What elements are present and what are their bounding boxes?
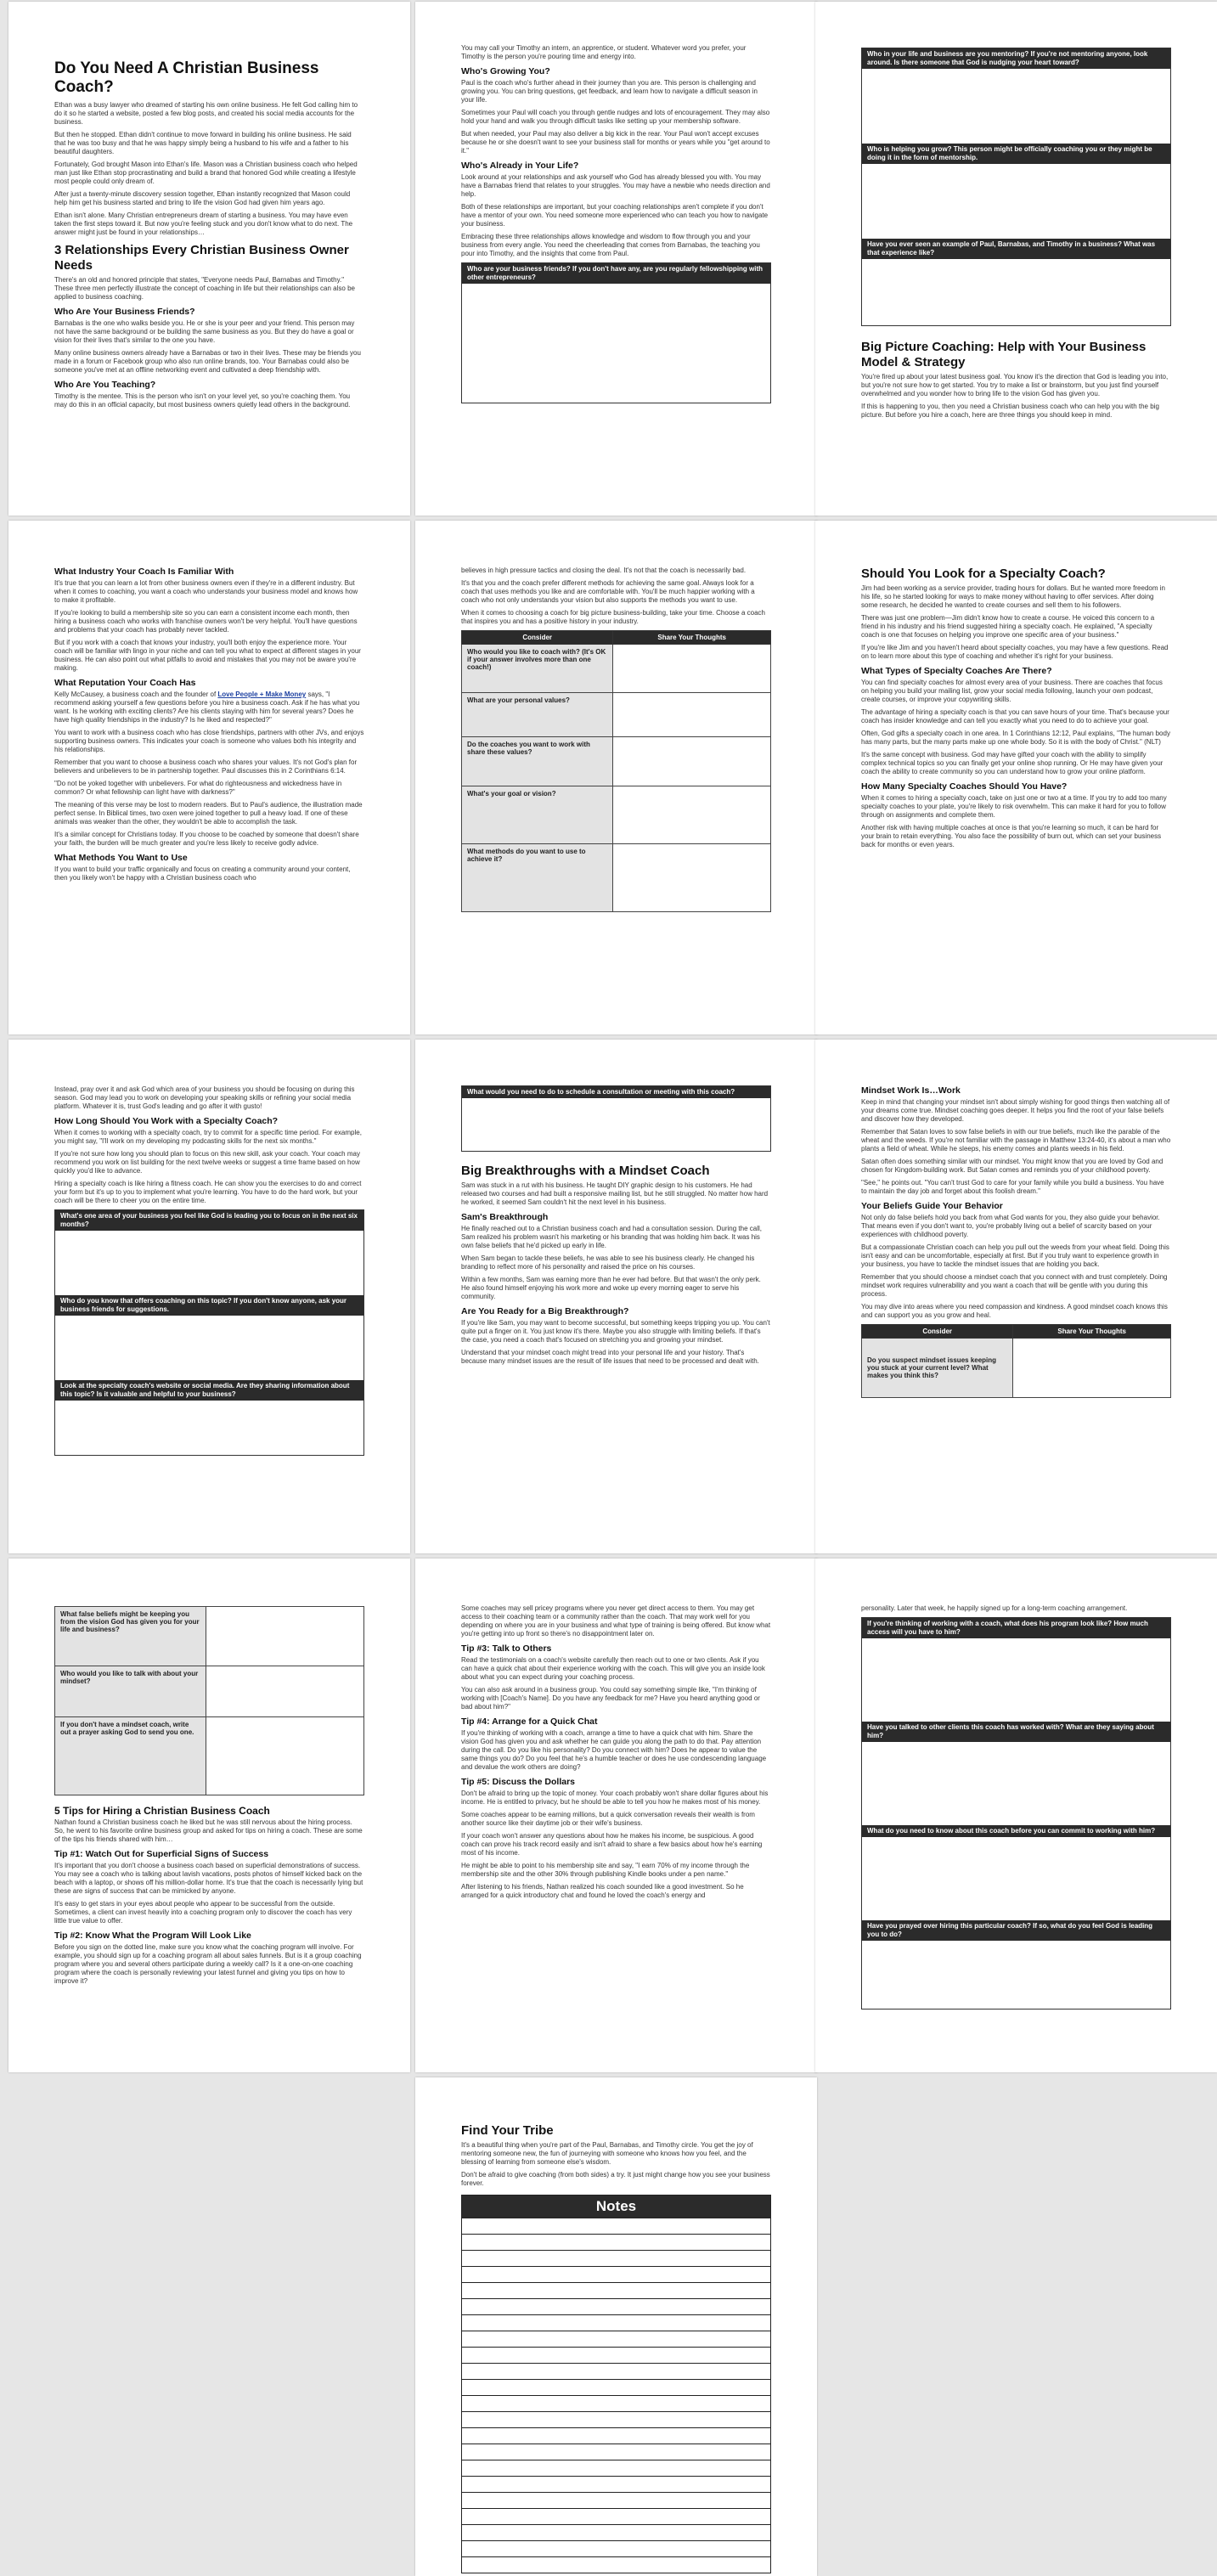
paragraph: "Do not be yoked together with unbelievers. For what do righteousness and wickedness have in common? Or what fellowship can light have with darkness?" [54, 780, 342, 796]
notes-line[interactable] [461, 2509, 771, 2525]
paragraph: Barnabas is the one who walks beside you. He or she is your peer and your friend. This person may not have the same background or be building the same business as you. But they do have a goal or vision for their lives that's similar to the one you have. [54, 319, 355, 344]
subheading: How Long Should You Work with a Specialty Coach? [54, 1116, 279, 1126]
notes-title: Notes [461, 2195, 771, 2218]
paragraph: But a compassionate Christian coach can help you pull out the weeds from your wheat field. Doing this isn't easy and can be uncomfortable, especially at first. But if you truly want to experience growth in your business, you have to tackle the mindset issues that are holding you back. [861, 1243, 1169, 1268]
paragraph: You may call your Timothy an intern, an apprentice, or student. Whatever word you prefer, your Timothy is the person you're pouring time and energy into. [461, 44, 747, 60]
paragraph: There was just one problem—Jim didn't know how to create a course. He voiced this concern to a friend in his industry and his friend suggested hiring a specialty coach. He explained, "A specialty coach is one that focuses on helping you improve one specific area of your business." [861, 614, 1155, 639]
paragraph: Fortunately, God brought Mason into Ethan's life. Mason was a Christian business coach who helped man just like Ethan stop procrastinating and build a brand that honored God while creating a lifestyle most people could only dream of. [54, 161, 358, 185]
subheading: Mindset Work Is…Work [861, 1085, 961, 1096]
subheading: How Many Specialty Coaches Should You Have? [861, 781, 1068, 792]
paragraph: Remember that Satan loves to sow false beliefs in with our true beliefs, much like the parable of the wheat and the weeds. If you're not familiar with the passage in Matthew 13:24-40, it's about a man who plants a field of wheat. While he sleeps, his enemy comes and plants weeds in his field. [861, 1128, 1171, 1153]
page-content [54, 566, 364, 1001]
answer-cell[interactable] [613, 645, 771, 693]
paragraph: personality. Later that week, he happily signed up for a long-term coaching arrangement. [861, 1604, 1128, 1612]
notes-line[interactable] [461, 2315, 771, 2331]
page-content [54, 1606, 364, 2038]
subheading: Who's Growing You? [461, 66, 550, 76]
love-people-make-money-link[interactable]: Love People + Make Money [217, 691, 307, 698]
text: says, "I recommend asking yourself a few questions before you hire a business coach. Ask if he has what you want. Is he working with exciting clients? Are his clients staying with him for several years? Does he have high quality friendships in the industry? Is he liked and respected?" [54, 691, 360, 724]
page-content [461, 1085, 771, 1519]
answer-space[interactable] [462, 1098, 770, 1151]
notes-line[interactable] [461, 2396, 771, 2412]
subheading: Tip #3: Talk to Others [461, 1643, 552, 1654]
subheading: What Types of Specialty Coaches Are There? [861, 666, 1052, 676]
question-prompt: If you're thinking of working with a coach, what does his program look like? How much access will you have to him? [862, 1618, 1170, 1638]
subheading: Tip #2: Know What the Program Will Look Like [54, 1931, 251, 1941]
paragraph: There's an old and honored principle that states, "Everyone needs Paul, Barnabas and Timothy." These three men perfectly illustrate the concept of coaching in life but their relationships can also be applied to business coaching. [54, 276, 355, 301]
paragraph: Another risk with having multiple coaches at once is that you're learning so much, it can be hard for your brain to retain everything. You also face the possibility of burn out, which can set your business back for months or even years. [861, 824, 1162, 848]
page-content [461, 2123, 771, 2576]
answer-cell[interactable] [613, 844, 771, 912]
prompt-cell: What false beliefs might be keeping you from the vision God has given you for your life and business? [55, 1607, 206, 1666]
text: Kelly McCausey, a business coach and the founder of [54, 691, 218, 698]
question-box [861, 1617, 1171, 2010]
paragraph: If your coach won't answer any questions about how he makes his income, be suspicious. A good coach can prove his track record easily and isn't afraid to share a few basics about how he's earning most of his income. [461, 1832, 763, 1857]
question-box [461, 1085, 771, 1152]
answer-space[interactable] [462, 284, 770, 403]
paragraph: Ethan isn't alone. Many Christian entrepreneurs dream of starting a business. You may have even taken the first steps toward it. But now you're feeling stuck and you don't know what to do next. The answer might just be found in your relationships… [54, 211, 353, 236]
subheading: Who Are You Teaching? [54, 380, 156, 390]
answer-space[interactable] [862, 1941, 1170, 2009]
prompt-cell: Who would you like to coach with? (It's OK if your answer involves more than one coach!) [462, 645, 613, 693]
paragraph: Before you sign on the dotted line, make sure you know what the coaching program will involve. For example, you should sign up for a coaching program all about sales funnels. But is it a group coaching program where you and several others participate during a weekly call? Is it a one-on-one coaching program where the coach is personally reviewing your latest funnel and giving you tips on how to improve it? [54, 1943, 362, 1985]
paragraph: Timothy is the mentee. This is the person who isn't on your level yet, so you're coaching them. You may do this in an official capacity, but most business owners quietly lead others in the background. [54, 392, 351, 409]
table-row [55, 1717, 364, 1795]
page-6 [815, 521, 1217, 1034]
table-row [462, 645, 771, 693]
question-prompt: Who in your life and business are you mentoring? If you're not mentoring anyone, look around. Is there someone that God is nudging your heart toward? [862, 48, 1170, 69]
paragraph: If you're not sure how long you should plan to focus on this new skill, ask your coach. Your coach may recommend you work on list building for the next twelve weeks or suggest a time frame based on how quickly you'd like to advance. [54, 1150, 360, 1175]
consider-table [861, 1324, 1171, 1398]
column-header: Consider [862, 1325, 1013, 1339]
paragraph: It's that you and the coach prefer different methods for achieving the same goal. Always look for a coach that uses methods you like and are comfortable with. You'll be much happier working with a coach who not only understands your vision but also supports the methods you want to use. [461, 579, 755, 604]
notes-line[interactable] [461, 2493, 771, 2509]
answer-space[interactable] [862, 69, 1170, 144]
page-2 [415, 2, 817, 516]
paragraph: Not only do false beliefs hold you back from what God wants for you, they also guide your behavior. That means even if you don't want to, you're probably living out a belief of scarcity based on your experiences with childhood poverty. [861, 1214, 1160, 1238]
question-box [54, 1209, 364, 1456]
paragraph: But if you work with a coach that knows your industry, you'll both enjoy the experience more. Your coach will be familiar with lingo in your niche and can tell you what to expect at different stages in your business. He can also point out what pitfalls to avoid and mistakes that you may not be aware you're making. [54, 639, 361, 672]
paragraph: If you're looking to build a membership site so you can earn a consistent income each month, then hiring a business coach who works with franchise owners won't be very helpful. You'll have questions and problems that your coach has probably never tackled. [54, 609, 358, 634]
paragraph: Often, God gifts a specialty coach in one area. In 1 Corinthians 12:12, Paul explains, "The human body has many parts, but the many parts make up one whole body. So it is with the body of Christ." (NLT) [861, 730, 1170, 746]
page-1 [8, 2, 410, 516]
table-row [462, 786, 771, 844]
paragraph: You can find specialty coaches for almost every area of your business. There are coaches that focus on helping you build your mailing list, grow your social media following, launch your own podcast, create courses, or improve your copywriting skills. [861, 679, 1163, 703]
notes-line[interactable] [461, 2251, 771, 2267]
answer-cell[interactable] [206, 1666, 364, 1717]
paragraph: If you're thinking of working with a coach, arrange a time to have a quick chat with him. Share the vision God has given you and ask whether he can guide you along the path to do that. Pay attention during the call. Do you like his personality? Do you connect with him? Does he appear to value the same things you do? Do you feel that he's a humble teacher or does he use condescending language and devalue the work others are doing? [461, 1729, 767, 1771]
notes-line[interactable] [461, 2218, 771, 2235]
notes-line[interactable] [461, 2267, 771, 2283]
question-prompt: Look at the specialty coach's website or social media. Are they sharing information about this topic? Is it valuable and helpful to your business? [55, 1380, 363, 1401]
prompt-cell: What methods do you want to use to achieve it? [462, 844, 613, 912]
paragraph: Ethan was a busy lawyer who dreamed of starting his own online business. He felt God calling him to do it so he started a website, posted a few blog posts, and created his social media accounts for the business. [54, 101, 358, 126]
question-prompt: Have you ever seen an example of Paul, Barnabas, and Timothy in a business? What was that experience like? [862, 239, 1170, 259]
paragraph: Satan often does something similar with our mindset. You might know that you are loved by God and chosen for Kingdom-building work. But Satan comes and reminds you of your childhood poverty. [861, 1158, 1163, 1174]
page-10 [8, 1559, 410, 2072]
table-header-row [462, 631, 771, 645]
paragraph: Many online business owners already have a Barnabas or two in their lives. These may be friends you made in a forum or Facebook group who also run online brands, too. Your Barnabas could also be someone you've met at an offline networking event and cultivated a deep friendship with. [54, 349, 361, 374]
table-header-row [862, 1325, 1171, 1339]
paragraph: It's true that you can learn a lot from other business owners even if they're in a different industry. But when it comes to coaching, you want a coach who understands your business model and knows how to make it profitable. [54, 579, 358, 604]
paragraph: The meaning of this verse may be lost to modern readers. But to Paul's audience, the illustration made perfect sense. In Biblical times, two oxen were joined together to pull a heavy load. If one of these animals was weaker than the other, they wouldn't be able to accomplish the task. [54, 801, 363, 826]
paragraph: He finally reached out to a Christian business coach and had a consultation session. During the call, Sam realized his problem wasn't his marketing or his branding that was holding him back. It was his own false beliefs that he'd picked up early in life. [461, 1225, 762, 1249]
paragraph: Sam was stuck in a rut with his business. He taught DIY graphic design to his customers. He had released two courses and had built a responsive mailing list, but he still struggled. No matter how hard he worked, it seemed Sam couldn't hit the next level in his business. [461, 1181, 769, 1206]
subheading: Sam's Breakthrough [461, 1212, 549, 1222]
notes-line[interactable] [461, 2364, 771, 2380]
answer-cell[interactable] [613, 693, 771, 737]
paragraph: You want to work with a business coach who has close friendships, partners with other JVs, and enjoys supporting business owners. This indicates your coach is someone who values both his integrity and his relationships. [54, 729, 364, 753]
consider-table [461, 630, 771, 912]
column-header: Consider [462, 631, 613, 645]
paragraph: Some coaches appear to be earning millions, but a quick conversation reveals their wealth is from another source like their daytime job or their wife's business. [461, 1811, 755, 1827]
subheading: What Industry Your Coach Is Familiar With [54, 566, 234, 577]
section-heading: Big Picture Coaching: Help with Your Business Model & Strategy [861, 340, 1147, 369]
section-heading: Find Your Tribe [461, 2123, 554, 2138]
notes-line[interactable] [461, 2380, 771, 2396]
table-row [462, 844, 771, 912]
section-heading: Big Breakthroughs with a Mindset Coach [461, 1164, 710, 1178]
page-7 [8, 1040, 410, 1553]
page-13 [415, 2077, 817, 2576]
answer-space[interactable] [862, 1742, 1170, 1825]
notes-line[interactable] [461, 2331, 771, 2348]
notes-line[interactable] [461, 2348, 771, 2364]
consider-table [54, 1606, 364, 1795]
notes-line[interactable] [461, 2541, 771, 2557]
paragraph [54, 691, 364, 724]
notes-line[interactable] [461, 2557, 771, 2573]
prompt-cell: Who would you like to talk with about your mindset? [55, 1666, 206, 1717]
paragraph: You're fired up about your latest business goal. You know it's the direction that God is leading you into, but you're not sure how to get started. You try to make a list or brainstorm, but you just find yourself overwhelmed and you wonder how to bring life to the vision God has given you. [861, 373, 1169, 397]
paragraph: After just a twenty-minute discovery session together, Ethan instantly recognized that Mason could help him get his business started and bring to life the vision God had given him years ago. [54, 190, 351, 206]
paragraph: Some coaches may sell pricey programs where you never get direct access to them. You may get access to their coaching team or a community rather than the coach. That may work well for you depending on where you are in your business and what type of training is being offered. But know what you're getting into up front so there's no disappointment later on. [461, 1604, 771, 1637]
paragraph: But when needed, your Paul may also deliver a big kick in the rear. Your Paul won't accept excuses because he or she doesn't want to see your business stall for months or years while you "get around to it." [461, 130, 770, 155]
notes-line[interactable] [461, 2460, 771, 2477]
paragraph: Don't be afraid to give coaching (from both sides) a try. It just might change how you see your business forever. [461, 2171, 770, 2187]
paragraph: It's easy to get stars in your eyes about people who appear to be successful from the outside. Sometimes, a client can invest heavily into a coaching program only to discover the coach has very little true value to offer. [54, 1900, 352, 1925]
notes-line[interactable] [461, 2283, 771, 2299]
table-row [462, 737, 771, 786]
section-heading: Should You Look for a Specialty Coach? [861, 566, 1106, 581]
notes-line[interactable] [461, 2412, 771, 2428]
paragraph: When it comes to working with a specialty coach, try to commit for a specific time period. For example, you might say, "I'll work on my developing my podcasting skills for the next six months." [54, 1129, 362, 1145]
question-box [461, 262, 771, 403]
paragraph: When Sam began to tackle these beliefs, he was able to see his business clearly. He changed his branding to reflect more of his personality and raised the price on his courses. [461, 1254, 755, 1271]
subheading: Who's Already in Your Life? [461, 161, 579, 171]
page-content [54, 59, 364, 482]
paragraph: It's a similar concept for Christians today. If you choose to be coached by someone that doesn't share your faith, the burden will be much greater and you're less likely to receive godly advice. [54, 831, 359, 847]
paragraph: You can also ask around in a business group. You could say something simple like, "I'm thinking of working with [Coach's Name]. Do you have any feedback for me? Have you heard anything good or bad about him?" [461, 1686, 760, 1711]
table-row [55, 1607, 364, 1666]
paragraph: Jim had been working as a service provider, trading hours for dollars. But he wanted more freedom in his life, so he started looking for ways to make money without having to offer services. After doing some research, he decided he wanted to create courses and sell them to his followers. [861, 584, 1165, 609]
answer-cell[interactable] [1013, 1339, 1171, 1398]
subheading: Your Beliefs Guide Your Behavior [861, 1201, 1003, 1211]
page-4 [8, 521, 410, 1034]
notes-section [461, 2195, 771, 2573]
page-content [861, 566, 1171, 1001]
notes-line[interactable] [461, 2525, 771, 2541]
answer-cell[interactable] [613, 786, 771, 844]
document-title: Do You Need A Christian Business Coach? [54, 59, 319, 96]
page-content [461, 44, 771, 482]
subheading: Tip #1: Watch Out for Superficial Signs of Success [54, 1849, 269, 1859]
notes-line[interactable] [461, 2235, 771, 2251]
subheading: Tip #5: Discuss the Dollars [461, 1777, 576, 1787]
paragraph: But then he stopped. Ethan didn't continue to move forward in building his online business. He said that he was too busy and that he was happy simply being a husband to his wife and a father to his beautiful daughters. [54, 131, 352, 155]
paragraph: Don't be afraid to bring up the topic of money. Your coach probably won't share dollar figures about his income. He is entitled to privacy, but he should be able to tell you how he makes most of his money. [461, 1790, 769, 1806]
question-prompt: What's one area of your business you feel like God is leading you to focus on in the next six months? [55, 1210, 363, 1231]
paragraph: When it comes to choosing a coach for big picture business-building, take your time. Choose a coach that inspires you and has a positive history in your industry. [461, 609, 765, 625]
paragraph: Both of these relationships are important, but your coaching relationships aren't complete if you don't have a mentor of your own. You need someone more experienced who can teach you how to navigate your business. [461, 203, 769, 228]
paragraph: Within a few months, Sam was earning more than he ever had before. But that wasn't the only perk. He also found himself enjoying his work more and woke up every morning eager to serve his community. [461, 1276, 761, 1300]
paragraph: Understand that your mindset coach might tread into your personal life and your history. That's because many mindset issues are the result of life issues that need to be processed and dealt with. [461, 1349, 759, 1365]
table-row [462, 693, 771, 737]
paragraph: Hiring a specialty coach is like hiring a fitness coach. He can show you the exercises to do and correct your form but it's up to you to implement what you're learning. You have to do the hard work, but your coach will be there to cheer you on the entire time. [54, 1180, 362, 1204]
page-8 [415, 1040, 817, 1553]
paragraph: It's important that you don't choose a business coach based on superficial demonstrations of success. You may see a coach who is talking about lavish vacations, posts photos of himself kicked back on the beach with a laptop, or shows off his million-dollar home. It's true that the coach is necessarily lying but these are signs of success that can be mimicked by anyone. [54, 1862, 363, 1895]
question-prompt: What would you need to do to schedule a consultation or meeting with this coach? [462, 1086, 770, 1098]
paragraph: After listening to his friends, Nathan realized his coach sounded like a good investment. So he arranged for a quick introductory chat and found he loved the coach's energy and [461, 1883, 744, 1899]
section-heading: 3 Relationships Every Christian Business Owner Needs [54, 243, 349, 273]
paragraph: Look around at your relationships and ask yourself who God has already blessed you with. You may have a Barnabas friend that relates to your struggles. You may have a newbie who needs direction and help. [461, 173, 770, 198]
column-header: Share Your Thoughts [1013, 1325, 1171, 1339]
table-row [55, 1666, 364, 1717]
prompt-cell: What's your goal or vision? [462, 786, 613, 844]
question-box [861, 48, 1171, 326]
paragraph: Remember that you want to choose a business coach who shares your values. It's not God's plan for believers and unbelievers to be in partnership together. Paul discusses this in 2 Corinthians 6:14. [54, 758, 358, 775]
page-content [54, 1085, 364, 1519]
question-prompt: Who is helping you grow? This person might be officially coaching you or they might be doing it in the form of mentorship. [862, 144, 1170, 164]
paragraph: Embracing these three relationships allows knowledge and wisdom to flow through you and your business from every angle. You need the cheerleading that comes from Barnabas, the teaching you pour into Timothy, and the insights that come from Paul. [461, 233, 760, 257]
answer-cell[interactable] [206, 1717, 364, 1795]
answer-space[interactable] [862, 164, 1170, 239]
notes-line[interactable] [461, 2477, 771, 2493]
paragraph: Sometimes your Paul will coach you through gentle nudges and lots of encouragement. They may also hold your hand and walk you through difficult tasks like setting up your membership software. [461, 109, 770, 125]
paragraph: He might be able to point to his membership site and say, "I earn 70% of my income through the membership site and the other 30% through publishing Kindle books under a pen name." [461, 1862, 750, 1878]
page-3 [815, 2, 1217, 516]
paragraph: Paul is the coach who's further ahead in their journey than you are. This person is challenging and growing you. You can bring questions, get feedback, and learn how to navigate a difficult season in your life. [461, 79, 758, 104]
page-content [861, 1604, 1171, 2038]
subheading: Tip #4: Arrange for a Quick Chat [461, 1716, 598, 1727]
prompt-cell: Do the coaches you want to work with share these values? [462, 737, 613, 786]
paragraph: Remember that you should choose a mindset coach that you connect with and trust completely. Doing mindset work requires vulnerability and you want a coach that will be gentle with you during this process. [861, 1273, 1168, 1298]
page-11 [415, 1559, 817, 2072]
answer-space[interactable] [55, 1401, 363, 1455]
notes-line[interactable] [461, 2444, 771, 2460]
paragraph: If you're like Sam, you may want to become successful, but something keeps tripping you up. You can't quite put a finger on it. You just know it's there. Maybe you also struggle with limiting beliefs. If that's the case, you need a coach that's focused on stretching you and growing your mindset. [461, 1319, 770, 1344]
paragraph: Instead, pray over it and ask God which area of your business you should be focusing on during this season. God may lead you to work on developing your speaking skills or refining your social media platform. Whatever it is, trust God's leading and go after it with gusto! [54, 1085, 355, 1110]
paragraph: It's a beautiful thing when you're part of the Paul, Barnabas, and Timothy circle. You get the joy of mentoring someone new, the fun of journeying with someone who knows how you feel, and the blessing of learning from someone else's wisdom. [461, 2141, 753, 2166]
paragraph: When it comes to hiring a specialty coach, take on just one or two at a time. If you try to add too many specialty coaches to your plate, you're likely to risk overwhelm. This can make it hard for you to follow through on assignments and complete them. [861, 794, 1167, 819]
question-prompt: Who do you know that offers coaching on this topic? If you don't know anyone, ask your business friends for suggestions. [55, 1295, 363, 1316]
prompt-cell: Do you suspect mindset issues keeping you stuck at your current level? What makes you think this? [862, 1339, 1013, 1398]
paragraph: If you're like Jim and you haven't heard about specialty coaches, you may have a few questions. Read on to learn more about this type of coaching and whether it's right for your business. [861, 644, 1169, 660]
question-prompt: Have you prayed over hiring this particular coach? If so, what do you feel God is leading you to do? [862, 1920, 1170, 1941]
subheading: Are You Ready for a Big Breakthrough? [461, 1306, 629, 1316]
page-12 [815, 1559, 1217, 2072]
subheading: What Reputation Your Coach Has [54, 678, 196, 688]
section-heading: 5 Tips for Hiring a Christian Business Coach [54, 1805, 270, 1817]
paragraph: The advantage of hiring a specialty coach is that you can save hours of your time. That's because your coach has insider knowledge and can tell you exactly what you need to do to achieve your goal. [861, 708, 1169, 724]
paragraph: If this is happening to you, then you need a Christian business coach who can help you with the big picture. But before you hire a coach, here are three things you should keep in mind. [861, 403, 1159, 419]
answer-cell[interactable] [613, 737, 771, 786]
answer-cell[interactable] [206, 1607, 364, 1666]
page-content [861, 1085, 1171, 1519]
answer-space[interactable] [862, 1638, 1170, 1722]
paragraph: If you want to build your traffic organically and focus on creating a community around your content, then you likely won't be happy with a Christian business coach who [54, 865, 351, 882]
answer-space[interactable] [55, 1231, 363, 1295]
notes-line[interactable] [461, 2428, 771, 2444]
page-9 [815, 1040, 1217, 1553]
prompt-cell: What are your personal values? [462, 693, 613, 737]
paragraph: believes in high pressure tactics and closing the deal. It's not that the coach is necessarily bad. [461, 566, 747, 574]
page-content [861, 48, 1171, 482]
question-prompt: Who are your business friends? If you don't have any, are you regularly fellowshipping with other entrepreneurs? [462, 263, 770, 284]
subheading: What Methods You Want to Use [54, 853, 188, 863]
page-content [461, 566, 771, 1001]
paragraph: Read the testimonials on a coach's website carefully then reach out to one or two clients. Ask if you can have a quick chat about their experience working with the coach. This will give you an inside look about what you can expect during your coaching process. [461, 1656, 765, 1681]
paragraph: Keep in mind that changing your mindset isn't about simply wishing for good things then watching all of your dreams come true. Mindset coaching goes deeper. It helps you find the root of your false beliefs and discover how they developed. [861, 1098, 1170, 1123]
subheading: Who Are Your Business Friends? [54, 307, 195, 317]
column-header: Share Your Thoughts [613, 631, 771, 645]
answer-space[interactable] [862, 259, 1170, 325]
answer-space[interactable] [55, 1316, 363, 1380]
question-prompt: Have you talked to other clients this coach has worked with? What are they saying about him? [862, 1722, 1170, 1742]
answer-space[interactable] [862, 1837, 1170, 1920]
page-content [461, 1604, 771, 2038]
prompt-cell: If you don't have a mindset coach, write out a prayer asking God to send you one. [55, 1717, 206, 1795]
paragraph: "See," he points out. "You can't trust God to care for your family while you build a business. You have to maintain the day job and forget about this foolish dream." [861, 1179, 1164, 1195]
notes-line[interactable] [461, 2299, 771, 2315]
table-row [862, 1339, 1171, 1398]
paragraph: You may dive into areas where you need compassion and kindness. A good mindset coach knows this and can support you as you grow and heal. [861, 1303, 1168, 1319]
page-5 [415, 521, 817, 1034]
paragraph: It's the same concept with business. God may have gifted your coach with the ability to simplify complex technical topics so you can finally get your online shop running. Or He may have given your coach the ability to create community so you can understand how to grow your online platform. [861, 751, 1163, 775]
paragraph: Nathan found a Christian business coach he liked but he was still nervous about the hiring process. So, he went to his favorite online business group and asked for tips on hiring a coach. These are some of the tips his friends shared with him… [54, 1818, 363, 1843]
question-prompt: What do you need to know about this coach before you can commit to working with him? [862, 1825, 1170, 1837]
